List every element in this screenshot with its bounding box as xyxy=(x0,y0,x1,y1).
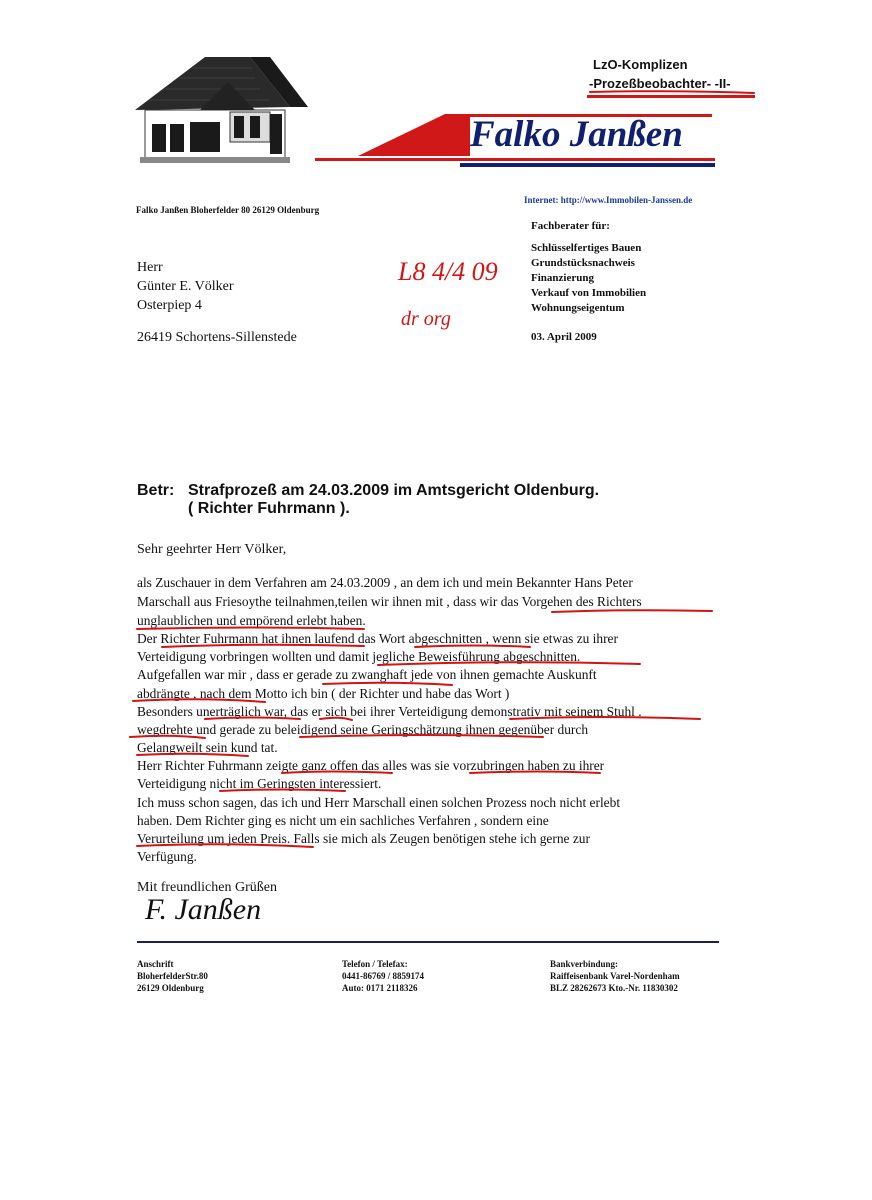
body-line: unglaublichen und empörend erlebt haben. xyxy=(137,613,366,628)
recipient-street: Osterpiep 4 xyxy=(137,298,202,313)
body-line: abdrängte , nach dem Motto ich bin ( der Richter und habe das Wort ) xyxy=(137,686,510,701)
services-title: Fachberater für: xyxy=(531,220,610,232)
body-line: haben. Dem Richter ging es nicht um ein sachliches Verfahren , sondern eine xyxy=(137,813,549,828)
body-line: Besonders unerträglich war, das er sich bei ihrer Verteidigung demonstrativ mit seinem Stuhl . xyxy=(137,704,642,719)
footer-bank xyxy=(550,958,680,994)
footer-address xyxy=(137,958,208,994)
footer-phone xyxy=(342,958,424,994)
footer-bank-label: Bankverbindung: xyxy=(550,959,619,969)
footer-divider xyxy=(137,941,719,943)
body-line: wegdrehte und gerade zu beleidigend seine Geringschätzung ihnen gegenüber durch xyxy=(137,722,589,737)
stamp-line-1: LzO-Komplizen xyxy=(593,57,688,72)
subject-label: Betr: xyxy=(137,482,175,499)
stamp-line-2: -Prozeßbeobachter- -II- xyxy=(589,76,731,91)
handwritten-sub-note: dr org xyxy=(401,308,451,330)
service-item: Wohnungseigentum xyxy=(531,302,625,314)
recipient-name: Günter E. Völker xyxy=(137,279,234,294)
brand-name: Falko Janßen xyxy=(470,114,683,155)
body-line: Der Richter Fuhrmann hat ihnen laufend das Wort abgeschnitten , wenn sie etwas zu ihrer xyxy=(137,631,618,646)
footer-address-street: BloherfelderStr.80 xyxy=(137,971,208,981)
body-line: Ich muss schon sagen, das ich und Herr Marschall einen solchen Prozess noch nicht erlebt xyxy=(137,795,621,810)
body-line: Gelangweilt sein kund tat. xyxy=(137,740,278,755)
service-item: Schlüsselfertiges Bauen xyxy=(531,242,642,254)
body-line: Aufgefallen war mir , dass er gerade zu zwanghaft jede von ihnen gemachte Auskunft xyxy=(137,667,597,682)
recipient-city: 26419 Schortens-Sillenstede xyxy=(137,330,297,345)
letter-date: 03. April 2009 xyxy=(531,331,597,343)
footer-phone-label: Telefon / Telefax: xyxy=(342,959,408,969)
sender-address-line: Falko Janßen Bloherfelder 80 26129 Oldenburg xyxy=(136,205,320,215)
footer-bank-account: BLZ 28262673 Kto.-Nr. 11830302 xyxy=(550,983,678,993)
salutation: Sehr geehrter Herr Völker, xyxy=(137,542,287,557)
footer-address-city: 26129 Oldenburg xyxy=(137,983,204,993)
service-item: Finanzierung xyxy=(531,272,594,284)
body-line: Verurteilung um jeden Preis. Falls sie mich als Zeugen benötigen stehe ich gerne zur xyxy=(137,831,590,846)
body-line: Marschall aus Friesoythe teilnahmen,teilen wir ihnen mit , dass wir das Vorgehen des Richters xyxy=(137,594,642,609)
footer-address-label: Anschrift xyxy=(137,959,174,969)
footer-phone-mobile: Auto: 0171 2118326 xyxy=(342,983,418,993)
service-item: Grundstücksnachweis xyxy=(531,257,635,269)
subject-judge: ( Richter Fuhrmann ). xyxy=(188,500,350,517)
subject-text: Strafprozeß am 24.03.2009 im Amtsgericht Oldenburg. xyxy=(188,482,600,499)
recipient-title: Herr xyxy=(137,260,163,275)
footer-bank-name: Raiffeisenbank Varel-Nordenham xyxy=(550,971,680,981)
handwritten-note: L8 4/4 09 xyxy=(398,257,498,286)
footer-phone-numbers: 0441-86769 / 8859174 xyxy=(342,971,424,981)
body-line: als Zuschauer in dem Verfahren am 24.03.2009 , an dem ich und mein Bekannter Hans Peter xyxy=(137,575,633,590)
body-line: Verteidigung nicht im Geringsten interessiert. xyxy=(137,776,382,791)
body-line: Verfügung. xyxy=(137,849,197,864)
signature: F. Janßen xyxy=(145,893,262,926)
closing: Mit freundlichen Grüßen xyxy=(137,880,277,895)
body-line: Herr Richter Fuhrmann zeigte ganz offen das alles was sie vorzubringen haben zu ihrer xyxy=(137,758,605,773)
service-item: Verkauf von Immobilien xyxy=(531,287,647,299)
body-line: Verteidigung vorbringen wollten und damit jegliche Beweisführung abgeschnitten. xyxy=(137,649,581,664)
website-line: Internet: http://www.Immobilen-Janssen.de xyxy=(524,195,693,205)
